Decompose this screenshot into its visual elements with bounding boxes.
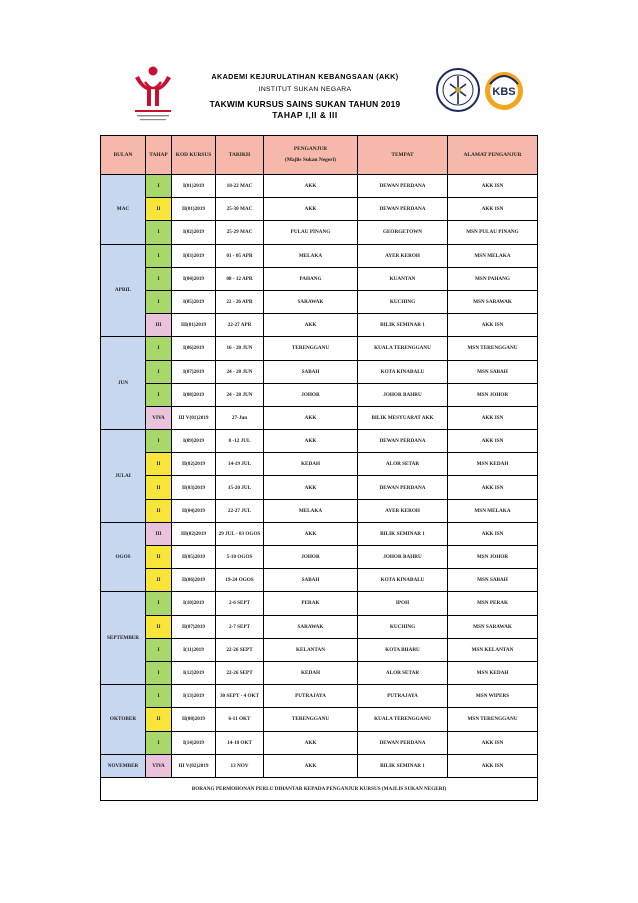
tempat-cell: KOTA BHARU bbox=[358, 638, 448, 661]
alamat-cell: AKK ISN bbox=[448, 731, 538, 754]
schedule-body bbox=[101, 175, 538, 778]
month-cell: MAC bbox=[101, 175, 146, 245]
tarikh-cell: 14-19 JUL bbox=[216, 453, 264, 476]
tempat-cell: AYER KEROH bbox=[358, 244, 448, 267]
col-kod-kursus: KOD KURSUS bbox=[172, 136, 216, 175]
col-penganjur-sub: (Majlis Sukan Negeri) bbox=[285, 157, 336, 163]
table-row bbox=[101, 685, 538, 708]
alamat-cell: MSN TERENGGANU bbox=[448, 708, 538, 731]
col-penganjur-label: PENGANJUR bbox=[293, 146, 328, 152]
table-row bbox=[101, 453, 538, 476]
penganjur-cell: TERENGGANU bbox=[264, 337, 358, 360]
tarikh-cell: 08 - 12 APR bbox=[216, 267, 264, 290]
tahap-cell: I bbox=[146, 290, 172, 313]
tahap-cell: I bbox=[146, 175, 172, 198]
tempat-cell: ALOR SETAR bbox=[358, 661, 448, 684]
alamat-cell: MSN TERENGGANU bbox=[448, 337, 538, 360]
tarikh-cell: 6-11 OKT bbox=[216, 708, 264, 731]
tempat-cell: AYER KEROH bbox=[358, 499, 448, 522]
kod-kursus-cell: III V(02)2019 bbox=[172, 754, 216, 777]
table-row bbox=[101, 175, 538, 198]
penganjur-cell: AKK bbox=[264, 522, 358, 545]
tahap-cell: I bbox=[146, 337, 172, 360]
table-header-row bbox=[101, 136, 538, 175]
table-row bbox=[101, 337, 538, 360]
tarikh-cell: 30 SEPT - 4 OKT bbox=[216, 685, 264, 708]
tahap-cell: I bbox=[146, 638, 172, 661]
month-cell: JULAI bbox=[101, 430, 146, 523]
penganjur-cell: AKK bbox=[264, 198, 358, 221]
alamat-cell: AKK ISN bbox=[448, 754, 538, 777]
academy-name: AKADEMI KEJURULATIHAN KEBANGSAAN (AKK) bbox=[211, 72, 399, 81]
tempat-cell: KUALA TERENGGANU bbox=[358, 708, 448, 731]
alamat-cell: AKK ISN bbox=[448, 522, 538, 545]
penganjur-cell: SARAWAK bbox=[264, 290, 358, 313]
kod-kursus-cell: I(12)2019 bbox=[172, 661, 216, 684]
document-subtitle: TAHAP I,II & III bbox=[272, 110, 338, 120]
kod-kursus-cell: I(08)2019 bbox=[172, 383, 216, 406]
tarikh-cell: 01 - 05 APR bbox=[216, 244, 264, 267]
penganjur-cell: PULAU PINANG bbox=[264, 221, 358, 244]
alamat-cell: MSN MELAKA bbox=[448, 244, 538, 267]
tarikh-cell: 22-27 APR bbox=[216, 314, 264, 337]
alamat-cell: MSN SABAH bbox=[448, 569, 538, 592]
kod-kursus-cell: II(03)2019 bbox=[172, 476, 216, 499]
tahap-cell: I bbox=[146, 221, 172, 244]
penganjur-cell: MELAKA bbox=[264, 244, 358, 267]
tahap-cell: I bbox=[146, 685, 172, 708]
penganjur-cell: AKK bbox=[264, 175, 358, 198]
tarikh-cell: 24 - 28 JUN bbox=[216, 360, 264, 383]
alamat-cell: MSN PULAU PINANG bbox=[448, 221, 538, 244]
tarikh-cell: 22 - 26 APR bbox=[216, 290, 264, 313]
tahap-cell: I bbox=[146, 430, 172, 453]
table-row bbox=[101, 267, 538, 290]
penganjur-cell: AKK bbox=[264, 314, 358, 337]
tempat-cell: IPOH bbox=[358, 592, 448, 615]
alamat-cell: MSN MELAKA bbox=[448, 499, 538, 522]
tarikh-cell: 19-24 OGOS bbox=[216, 569, 264, 592]
tempat-cell: JOHOR BAHRU bbox=[358, 383, 448, 406]
penganjur-cell: JOHOR bbox=[264, 383, 358, 406]
table-row bbox=[101, 244, 538, 267]
tempat-cell: BILIK SEMINAR 1 bbox=[358, 522, 448, 545]
month-cell: NOVEMBER bbox=[101, 754, 146, 777]
tempat-cell: KUALA TERENGGANU bbox=[358, 337, 448, 360]
table-row bbox=[101, 476, 538, 499]
table-row bbox=[101, 221, 538, 244]
alamat-cell: MSN KEDAH bbox=[448, 453, 538, 476]
table-row bbox=[101, 360, 538, 383]
penganjur-cell: TERENGGANU bbox=[264, 708, 358, 731]
tempat-cell: BILIK SEMINAR 1 bbox=[358, 314, 448, 337]
table-row bbox=[101, 592, 538, 615]
table-row bbox=[101, 754, 538, 777]
penganjur-cell: AKK bbox=[264, 476, 358, 499]
tarikh-cell: 25-30 MAC bbox=[216, 198, 264, 221]
msn-logo bbox=[131, 64, 175, 124]
tahap-cell: III bbox=[146, 314, 172, 337]
alamat-cell: AKK ISN bbox=[448, 476, 538, 499]
tarikh-cell: 22-26 SEPT bbox=[216, 661, 264, 684]
table-row bbox=[101, 383, 538, 406]
kod-kursus-cell: II(07)2019 bbox=[172, 615, 216, 638]
tahap-cell: II bbox=[146, 615, 172, 638]
penganjur-cell: PUTRAJAYA bbox=[264, 685, 358, 708]
alamat-cell: AKK ISN bbox=[448, 314, 538, 337]
table-row bbox=[101, 638, 538, 661]
kod-kursus-cell: I(14)2019 bbox=[172, 731, 216, 754]
tempat-cell: BILIK SEMINAR 1 bbox=[358, 754, 448, 777]
col-tahap: TAHAP bbox=[146, 136, 172, 175]
tempat-cell: KUCHING bbox=[358, 615, 448, 638]
penganjur-cell: KEDAH bbox=[264, 661, 358, 684]
tahap-cell: II bbox=[146, 499, 172, 522]
table-row bbox=[101, 290, 538, 313]
table-row bbox=[101, 198, 538, 221]
kod-kursus-cell: I(01)2019 bbox=[172, 175, 216, 198]
table-row bbox=[101, 499, 538, 522]
alamat-cell: MSN SARAWAK bbox=[448, 290, 538, 313]
tempat-cell: DEWAN PERDANA bbox=[358, 476, 448, 499]
alamat-cell: MSN SARAWAK bbox=[448, 615, 538, 638]
tempat-cell: BILIK MESYUARAT AKK bbox=[358, 406, 448, 429]
penganjur-cell: SABAH bbox=[264, 569, 358, 592]
kod-kursus-cell: II(06)2019 bbox=[172, 569, 216, 592]
penganjur-cell: AKK bbox=[264, 406, 358, 429]
tempat-cell: DEWAN PERDANA bbox=[358, 430, 448, 453]
tarikh-cell: 24 - 28 JUN bbox=[216, 383, 264, 406]
tarikh-cell: 14-18 OKT bbox=[216, 731, 264, 754]
tempat-cell: GEORGETOWN bbox=[358, 221, 448, 244]
kod-kursus-cell: I(03)2019 bbox=[172, 244, 216, 267]
tempat-cell: JOHOR BAHRU bbox=[358, 546, 448, 569]
col-penganjur bbox=[264, 136, 358, 175]
tahap-cell: II bbox=[146, 476, 172, 499]
kod-kursus-cell: I(07)2019 bbox=[172, 360, 216, 383]
penganjur-cell: SARAWAK bbox=[264, 615, 358, 638]
penganjur-cell: PAHANG bbox=[264, 267, 358, 290]
penganjur-cell: PERAK bbox=[264, 592, 358, 615]
alamat-cell: MSN PAHANG bbox=[448, 267, 538, 290]
col-alamat: ALAMAT PENGANJUR bbox=[448, 136, 538, 175]
tempat-cell: PUTRAJAYA bbox=[358, 685, 448, 708]
table-row bbox=[101, 406, 538, 429]
penganjur-cell: KEDAH bbox=[264, 453, 358, 476]
kod-kursus-cell: II(05)2019 bbox=[172, 546, 216, 569]
tahap-cell: II bbox=[146, 569, 172, 592]
table-row bbox=[101, 708, 538, 731]
col-tempat: TEMPAT bbox=[358, 136, 448, 175]
table-row bbox=[101, 569, 538, 592]
col-tarikh: TARIKH bbox=[216, 136, 264, 175]
alamat-cell: MSN PERAK bbox=[448, 592, 538, 615]
table-row bbox=[101, 615, 538, 638]
document-title: TAKWIM KURSUS SAINS SUKAN TAHUN 2019 bbox=[209, 99, 401, 109]
alamat-cell: MSN JOHOR bbox=[448, 383, 538, 406]
table-row bbox=[101, 430, 538, 453]
alamat-cell: AKK ISN bbox=[448, 406, 538, 429]
tahap-cell: I bbox=[146, 267, 172, 290]
kod-kursus-cell: III(02)2019 bbox=[172, 522, 216, 545]
kod-kursus-cell: I(02)2019 bbox=[172, 221, 216, 244]
footer-note: BORANG PERMOHONAN PERLU DIHANTAR KEPADA PENGANJUR KURSUS (MAJLIS SUKAN NEGERI) bbox=[101, 777, 538, 800]
table-row bbox=[101, 314, 538, 337]
kod-kursus-cell: I(05)2019 bbox=[172, 290, 216, 313]
penganjur-cell: KELANTAN bbox=[264, 638, 358, 661]
alamat-cell: AKK ISN bbox=[448, 198, 538, 221]
penganjur-cell: AKK bbox=[264, 731, 358, 754]
tempat-cell: DEWAN PERDANA bbox=[358, 731, 448, 754]
kod-kursus-cell: II(02)2019 bbox=[172, 453, 216, 476]
table-row bbox=[101, 661, 538, 684]
kod-kursus-cell: III(01)2019 bbox=[172, 314, 216, 337]
partner-logos bbox=[436, 64, 528, 118]
tarikh-cell: 29 JUL - 03 OGOS bbox=[216, 522, 264, 545]
tempat-cell: ALOR SETAR bbox=[358, 453, 448, 476]
kod-kursus-cell: III V(01)2019 bbox=[172, 406, 216, 429]
tarikh-cell: 2-7 SEPT bbox=[216, 615, 264, 638]
alamat-cell: AKK ISN bbox=[448, 430, 538, 453]
document-header bbox=[0, 0, 638, 140]
kod-kursus-cell: I(11)2019 bbox=[172, 638, 216, 661]
tarikh-cell: 18-22 MAC bbox=[216, 175, 264, 198]
month-cell: OGOS bbox=[101, 522, 146, 592]
penganjur-cell: MELAKA bbox=[264, 499, 358, 522]
tahap-cell: I bbox=[146, 592, 172, 615]
kod-kursus-cell: I(04)2019 bbox=[172, 267, 216, 290]
penganjur-cell: AKK bbox=[264, 754, 358, 777]
tarikh-cell: 27-Jun bbox=[216, 406, 264, 429]
schedule-table bbox=[100, 135, 538, 801]
penganjur-cell: SABAH bbox=[264, 360, 358, 383]
tarikh-cell: 25-29 MAC bbox=[216, 221, 264, 244]
month-cell: APRIL bbox=[101, 244, 146, 337]
tahap-cell: I bbox=[146, 731, 172, 754]
penganjur-cell: AKK bbox=[264, 430, 358, 453]
tarikh-cell: 8 -12 JUL bbox=[216, 430, 264, 453]
table-row bbox=[101, 546, 538, 569]
tempat-cell: KOTA KINABALU bbox=[358, 360, 448, 383]
table-row bbox=[101, 522, 538, 545]
kod-kursus-cell: I(10)2019 bbox=[172, 592, 216, 615]
tahap-cell: VIVA bbox=[146, 406, 172, 429]
tahap-cell: I bbox=[146, 661, 172, 684]
col-bulan: BULAN bbox=[101, 136, 146, 175]
kod-kursus-cell: I(13)2019 bbox=[172, 685, 216, 708]
institute-name: INSTITUT SUKAN NEGARA bbox=[258, 86, 352, 93]
kbs-logo-text: KBS bbox=[492, 86, 516, 98]
tarikh-cell: 22-27 JUL bbox=[216, 499, 264, 522]
month-cell: JUN bbox=[101, 337, 146, 430]
tahap-cell: I bbox=[146, 360, 172, 383]
kod-kursus-cell: II(08)2019 bbox=[172, 708, 216, 731]
alamat-cell: AKK ISN bbox=[448, 175, 538, 198]
tempat-cell: KOTA KINABALU bbox=[358, 569, 448, 592]
tarikh-cell: 2-6 SEPT bbox=[216, 592, 264, 615]
kod-kursus-cell: II(04)2019 bbox=[172, 499, 216, 522]
kod-kursus-cell: I(09)2019 bbox=[172, 430, 216, 453]
tahap-cell: VIVA bbox=[146, 754, 172, 777]
tahap-cell: I bbox=[146, 383, 172, 406]
alamat-cell: MSN SABAH bbox=[448, 360, 538, 383]
month-cell: SEPTEMBER bbox=[101, 592, 146, 685]
penganjur-cell: JOHOR bbox=[264, 546, 358, 569]
tarikh-cell: 13 NOV bbox=[216, 754, 264, 777]
tarikh-cell: 22-26 SEPT bbox=[216, 638, 264, 661]
alamat-cell: MSN WIPERS bbox=[448, 685, 538, 708]
tarikh-cell: 15-20 JUL bbox=[216, 476, 264, 499]
tahap-cell: II bbox=[146, 708, 172, 731]
tempat-cell: DEWAN PERDANA bbox=[358, 198, 448, 221]
tarikh-cell: 5-10 OGOS bbox=[216, 546, 264, 569]
kod-kursus-cell: II(01)2019 bbox=[172, 198, 216, 221]
table-row bbox=[101, 731, 538, 754]
tahap-cell: III bbox=[146, 522, 172, 545]
alamat-cell: MSN KEDAH bbox=[448, 661, 538, 684]
alamat-cell: MSN JOHOR bbox=[448, 546, 538, 569]
tahap-cell: II bbox=[146, 453, 172, 476]
tahap-cell: II bbox=[146, 546, 172, 569]
month-cell: OKTOBER bbox=[101, 685, 146, 755]
tahap-cell: I bbox=[146, 244, 172, 267]
tahap-cell: II bbox=[146, 198, 172, 221]
tempat-cell: KUANTAN bbox=[358, 267, 448, 290]
footer-row bbox=[101, 777, 538, 800]
tarikh-cell: 16 - 20 JUN bbox=[216, 337, 264, 360]
alamat-cell: MSN KELANTAN bbox=[448, 638, 538, 661]
tempat-cell: DEWAN PERDANA bbox=[358, 175, 448, 198]
tempat-cell: KUCHING bbox=[358, 290, 448, 313]
kod-kursus-cell: I(06)2019 bbox=[172, 337, 216, 360]
